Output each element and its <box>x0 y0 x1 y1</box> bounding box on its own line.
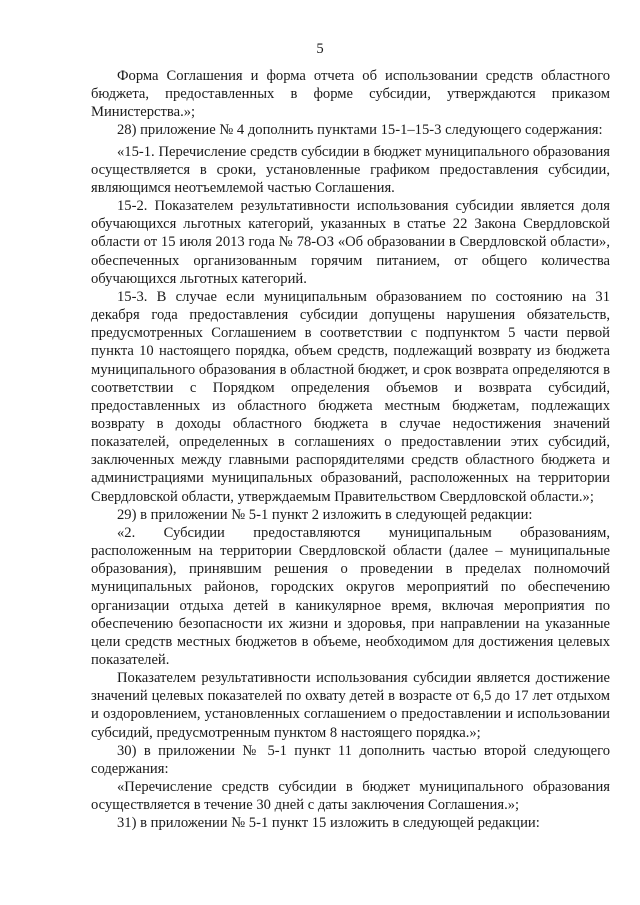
paragraph-form-approval: Форма Соглашения и форма отчета об использовании средств областного бюджета, предоставленных в форме субсидии, утверждаются приказом Министерства.»; <box>91 68 610 121</box>
paragraph-performance-indicator: Показателем результативности использования субсидии является достижение значений целевых показателей по охвату детей в возрасте от 6,5 до 17 лет отдыхом и оздоровлением, установленных соглашением о предоставлении и использовании субсидий, предусмотренным пунктом 8 настоящего порядка.»; <box>91 670 610 741</box>
paragraph-item-31: 31) в приложении № 5-1 пункт 15 изложить в следующей редакции: <box>117 815 540 832</box>
paragraph-15-2: 15-2. Показателем результативности использования субсидии является доля обучающихся льготных категорий, указанных в статье 22 Закона Свердловской области от 15 июля 2013 года № 78-ОЗ «Об образовании в Свердловской области», обеспеченных организованным горячим питанием, от общего количества обучающихся льготных категорий. <box>91 198 610 287</box>
page-number: 5 <box>316 41 324 57</box>
document-body <box>91 67 610 833</box>
paragraph-item-30: 30) в приложении № 5-1 пункт 11 дополнить частью второй следующего содержания: <box>91 742 610 777</box>
paragraph-item-29: 29) в приложении № 5-1 пункт 2 изложить в следующей редакции: <box>117 506 533 523</box>
paragraph-transfer-30-days: «Перечисление средств субсидии в бюджет муниципального образования осуществляется в течение 30 дней с даты заключения Соглашения.»; <box>91 779 610 814</box>
paragraph-15-3: 15-3. В случае если муниципальным образованием по состоянию на 31 декабря года предоставления субсидии допущены нарушения обязательств, предусмотренных Соглашением в соответствии с подпунктом 5 части первой пункта 10 настоящего порядка, объем средств, подлежащий возврату из бюджета муниципального образования в областной бюджет, и срок возврата определяются в соответствии с Порядком определения объемов и возврата субсидий, предоставленных из областного бюджета местным бюджетам, подлежащих возврату в доходы областного бюджета в случае недостижения значений показателей, определенных в соглашениях о предоставлении этих субсидий, заключенных между главными распорядителями средств областного бюджета и администрациями муниципальных образований, расположенных на территории Свердловской области, утверждаемым Правительством Свердловской области.»; <box>91 288 610 505</box>
paragraph-item-28: 28) приложение № 4 дополнить пунктами 15-1–15-3 следующего содержания: <box>117 122 603 139</box>
paragraph-15-1: «15-1. Перечисление средств субсидии в бюджет муниципального образования осуществляется в сроки, установленные графиком предоставления субсидии, являющимся неотъемлемой частью Соглашения. <box>91 143 610 196</box>
paragraph-point-2: «2. Субсидии предоставляются муниципальным образованиям, расположенным на территории Свердловской области (далее – муниципальные образования), принявшим решения о проведении в пределах полномочий муниципальных районов, городских округов мероприятий по обеспечению организации отдыха детей в каникулярное время, включая мероприятия по обеспечению безопасности их жизни и здоровья, при направлении на указанные цели средств местных бюджетов в объеме, необходимом для достижения целевых показателей. <box>91 524 610 668</box>
